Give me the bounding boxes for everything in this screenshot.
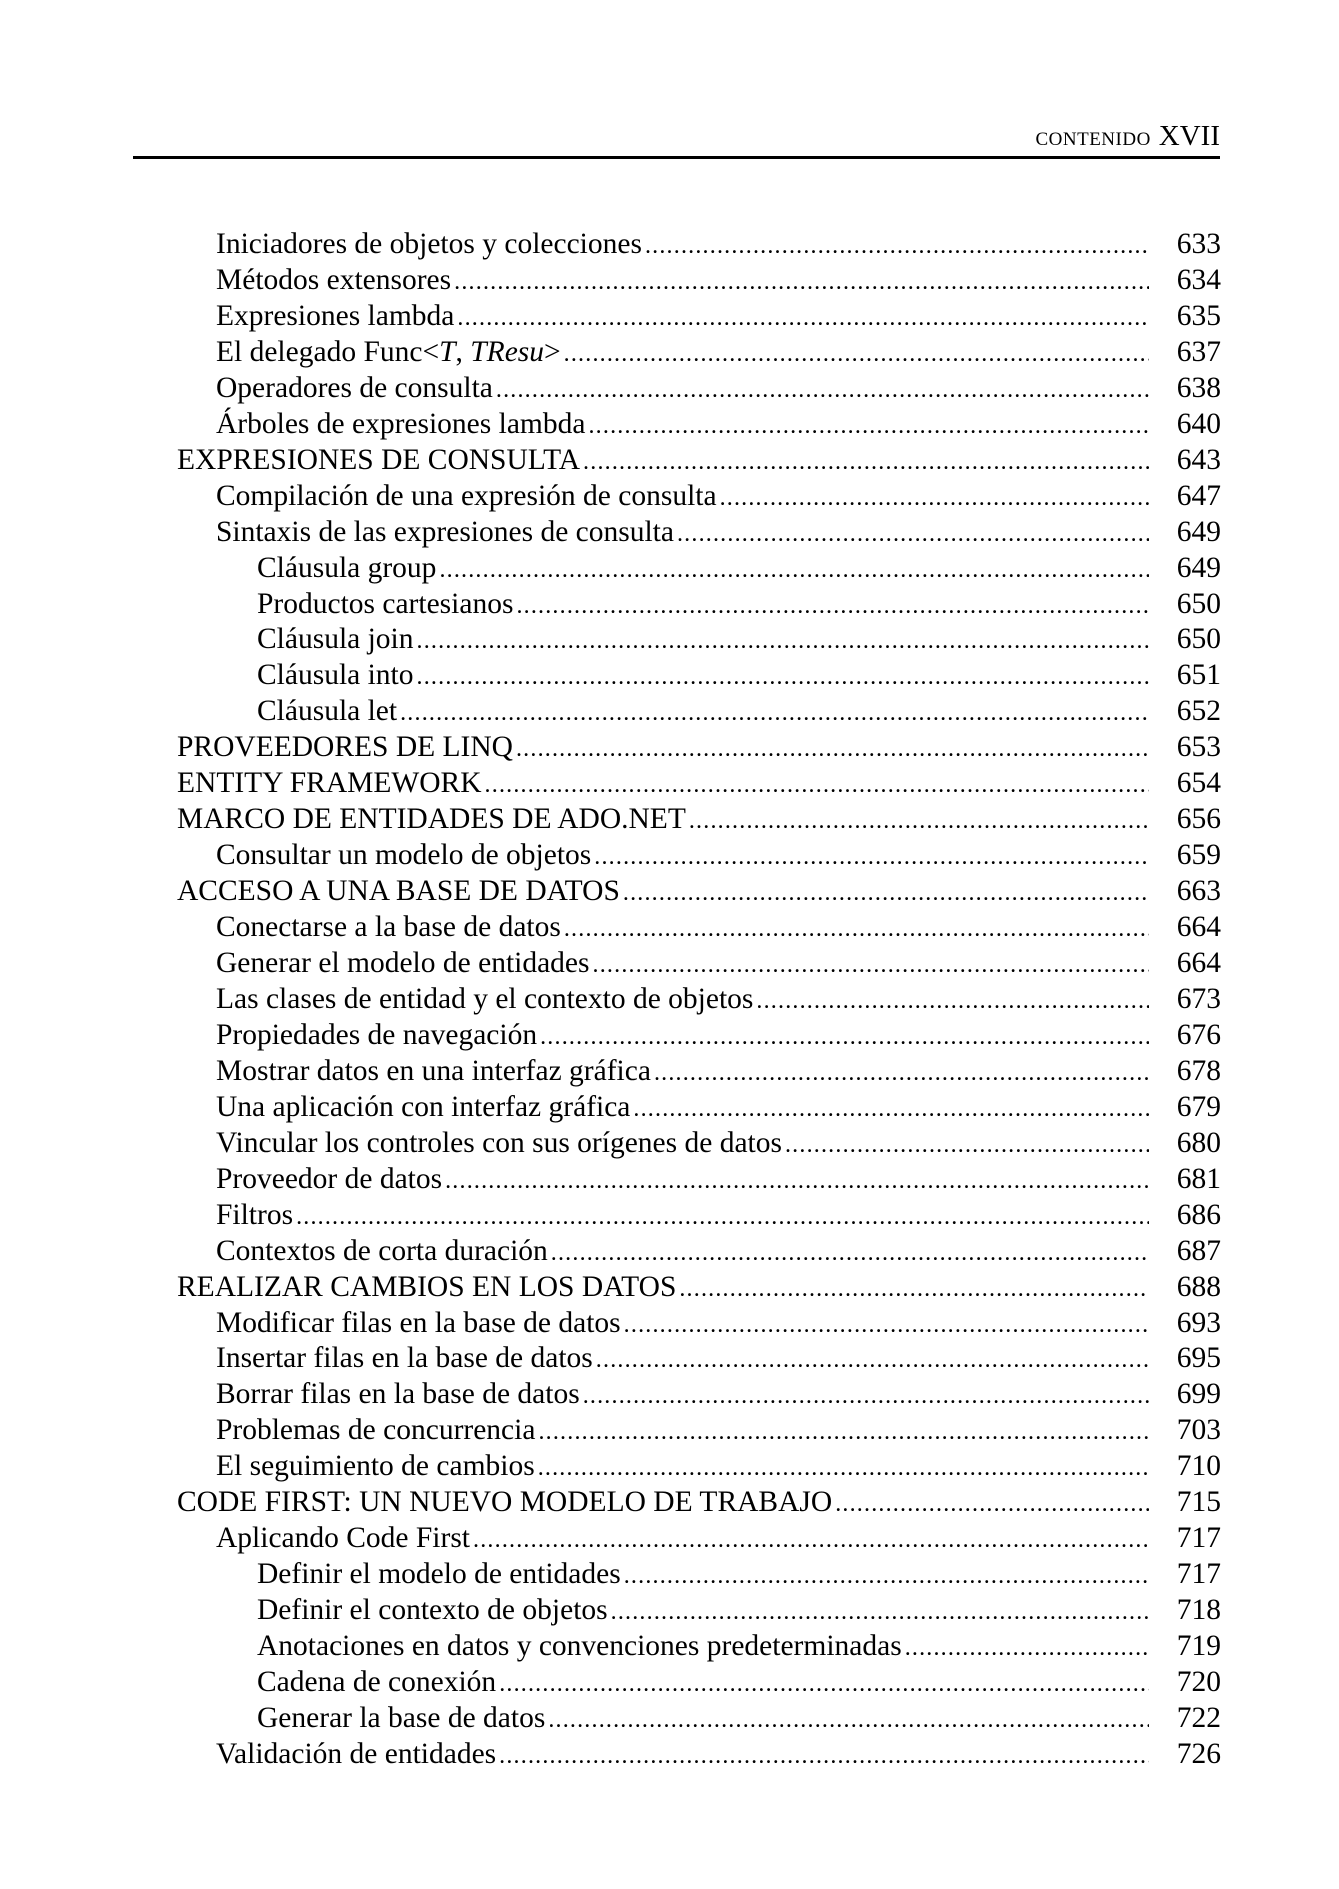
dot-leader [414,659,1149,695]
toc-entry-page: 717 [1176,1522,1221,1555]
toc-entry-title: Problemas de concurrencia [216,1414,536,1447]
toc-entry [216,478,1221,514]
dot-leader [414,623,1149,659]
toc-entry-title: Anotaciones en datos y convenciones predeterminadas [257,1630,902,1663]
toc-entry [216,1233,1221,1269]
toc-entry [257,1592,1221,1628]
toc-entry [216,1305,1221,1341]
toc-entry-title: El delegado Func<T, TResu> [216,335,561,368]
toc-entry [216,262,1221,298]
toc-entry-page: 693 [1176,1306,1221,1339]
toc-entry-page: 638 [1176,371,1221,404]
toc-entry-title: Mostrar datos en una interfaz gráfica [216,1054,651,1087]
dot-leader [642,228,1149,264]
toc-entry [216,1412,1221,1448]
toc-entry-page: 664 [1176,911,1221,944]
toc-entry-title: Proveedor de datos [216,1162,443,1195]
toc-entry [177,1269,1221,1305]
toc-entry [216,837,1221,873]
dot-leader [535,1414,1149,1450]
dot-leader [513,731,1149,767]
dot-leader [902,1630,1149,1666]
toc-entry-page: 663 [1176,875,1221,908]
dot-leader [442,1163,1149,1199]
toc-entry [177,873,1221,909]
toc-entry [216,1161,1221,1197]
dot-leader [545,1702,1149,1738]
dot-leader [753,983,1149,1019]
toc-entry-page: 650 [1176,587,1221,620]
toc-entry-title: Validación de entidades [216,1737,497,1770]
dot-leader [293,1199,1149,1235]
toc-entry-title: ENTITY FRAMEWORK [177,767,482,800]
dot-leader [580,1378,1149,1414]
toc-entry-title: Operadores de consulta [216,371,493,404]
toc-entry-page: 635 [1176,299,1221,332]
toc-entry-page: 681 [1176,1162,1221,1195]
toc-entry [216,945,1221,981]
toc-entry-page: 703 [1176,1414,1221,1447]
toc-entry-page: 722 [1176,1701,1221,1734]
toc-entry-page: 634 [1176,263,1221,296]
toc-entry [257,1700,1221,1736]
toc-entry-page: 656 [1176,803,1221,836]
running-header [133,120,1220,158]
dot-leader [591,839,1149,875]
toc-entry-title: Una aplicación con interfaz gráfica [216,1090,631,1123]
toc-entry-title: Vincular los controles con sus orígenes de datos [216,1126,782,1159]
toc-entry-page: 637 [1176,335,1221,368]
toc-entry [177,442,1221,478]
toc-entry-page: 688 [1176,1270,1221,1303]
toc-entry-page: 695 [1176,1342,1221,1375]
toc-entry-title: Sintaxis de las expresiones de consulta [216,515,674,548]
toc-entry-page: 718 [1176,1594,1221,1627]
dot-leader [686,803,1149,839]
toc-entry [216,1376,1221,1412]
toc-entry-title: Definir el modelo de entidades [257,1558,621,1591]
toc-entry-title: El seguimiento de cambios [216,1450,535,1483]
toc-entry-title: PROVEEDORES DE LINQ [177,731,513,764]
dot-leader [717,480,1149,516]
toc-entry [216,1520,1221,1556]
toc-entry [257,550,1221,586]
toc-entry-page: 678 [1176,1054,1221,1087]
toc-entry-page: 633 [1176,228,1221,260]
toc-entry [216,1089,1221,1125]
toc-entry [257,621,1221,657]
toc-entry [216,1053,1221,1089]
dot-leader [513,588,1149,624]
toc-entry [216,1197,1221,1233]
toc-entry-title: MARCO DE ENTIDADES DE ADO.NET [177,803,686,836]
toc-entry-title: Cláusula join [257,623,414,656]
dot-leader [470,1522,1149,1558]
toc-entry [257,586,1221,622]
toc-entry-title: Borrar filas en la base de datos [216,1378,580,1411]
toc-entry-title: Cadena de conexión [257,1666,497,1698]
toc-entry-title: Modificar filas en la base de datos [216,1306,621,1339]
toc-entry-page: 686 [1176,1198,1221,1231]
running-header-label: CONTENIDO [1035,129,1151,150]
toc-entry [216,298,1221,334]
toc-entry-title: Árboles de expresiones lambda [216,407,586,440]
dot-leader [590,947,1149,983]
toc-entry [216,1017,1221,1053]
toc-entry-title: ACCESO A UNA BASE DE DATOS [177,875,620,908]
dot-leader [676,1271,1149,1307]
dot-leader [561,911,1149,947]
dot-leader [454,300,1149,336]
toc-entry-title: REALIZAR CAMBIOS EN LOS DATOS [177,1270,677,1303]
toc-entry-page: 649 [1176,515,1221,548]
toc-entry-title: Cláusula let [257,695,398,728]
dot-leader [496,1666,1149,1702]
toc-entry [257,1664,1221,1700]
toc-entry-page: 715 [1176,1486,1221,1519]
toc-entry-title: Productos cartesianos [257,587,514,620]
toc-entry [257,1556,1221,1592]
page-number: XVII [1158,120,1220,152]
dot-leader [548,1235,1149,1271]
toc-entry-page: 652 [1176,695,1221,728]
toc-entry-title: Generar la base de datos [257,1701,546,1734]
toc-entry-page: 659 [1176,839,1221,872]
toc-entry [216,981,1221,1017]
dot-leader [436,552,1149,588]
toc-entry-page: 650 [1176,623,1221,656]
toc-entry-page: 680 [1176,1126,1221,1159]
toc-entry [216,370,1221,406]
toc-entry [216,909,1221,945]
toc-entry-title: Compilación de una expresión de consulta [216,479,717,512]
header-rule [133,156,1220,159]
toc-entry [216,406,1221,442]
toc-entry [257,693,1221,729]
toc-entry [216,334,1221,370]
toc-entry-page: 647 [1176,479,1221,512]
toc-entry-page: 654 [1176,767,1221,800]
toc-entry [257,657,1221,693]
dot-leader [608,1594,1149,1630]
toc-entry [257,1628,1221,1664]
toc-entry [216,1448,1221,1484]
toc-entry-title: CODE FIRST: UN NUEVO MODELO DE TRABAJO [177,1486,833,1519]
toc-entry-page: 719 [1176,1630,1221,1663]
dot-leader [397,695,1149,731]
toc-entry-page: 687 [1176,1234,1221,1267]
toc-entry-page: 643 [1176,443,1221,476]
running-header-text [1035,120,1220,153]
toc-entry-title: Métodos extensores [216,263,452,296]
dot-leader [482,767,1149,803]
toc-entry-title: Generar el modelo de entidades [216,947,590,979]
toc-entry [216,1736,1221,1772]
toc-entry-title: Contextos de corta duración [216,1234,548,1267]
dot-leader [782,1127,1149,1163]
toc-entry-page: 676 [1176,1018,1221,1051]
toc-entry-title: EXPRESIONES DE CONSULTA [177,443,581,476]
toc-entry-title: Definir el contexto de objetos [257,1594,608,1627]
toc-entry-title: Insertar filas en la base de datos [216,1342,593,1375]
toc-entry-title: Aplicando Code First [216,1522,471,1555]
toc-entry [216,514,1221,550]
dot-leader [451,264,1149,300]
dot-leader [593,1342,1149,1378]
toc-entry [216,1340,1221,1376]
toc-entry [177,729,1221,765]
toc-entry-title: Consultar un modelo de objetos [216,839,592,872]
toc-entry-title: Propiedades de navegación [216,1018,538,1051]
toc-entry-title: Cláusula into [257,659,414,692]
dot-leader [621,1307,1149,1343]
toc-entry-title: Las clases de entidad y el contexto de objetos [216,982,754,1015]
toc-entry [216,1125,1221,1161]
toc-entry-page: 640 [1176,407,1221,440]
dot-leader [580,444,1149,480]
toc-entry-title: Iniciadores de objetos y colecciones [216,228,642,260]
dot-leader [535,1450,1149,1486]
toc-entry-page: 699 [1176,1378,1221,1411]
dot-leader [585,408,1149,444]
toc-entry-page: 726 [1176,1737,1221,1770]
toc-entry [177,1484,1221,1520]
dot-leader [621,1558,1149,1594]
toc-entry-title: Filtros [216,1198,294,1231]
toc-entry-page: 679 [1176,1090,1221,1123]
toc-entry-page: 649 [1176,551,1221,584]
toc-entry-title: Conectarse a la base de datos [216,911,561,944]
toc-entry-page: 710 [1176,1450,1221,1483]
toc-entry-page: 717 [1176,1558,1221,1591]
toc-entry [177,765,1221,801]
dot-leader [651,1055,1149,1091]
dot-leader [832,1486,1149,1522]
dot-leader [630,1091,1149,1127]
toc-entry-title: Expresiones lambda [216,299,455,332]
toc-entry-title: Cláusula group [257,551,437,584]
toc-entry-page: 651 [1176,659,1221,692]
toc-entry [216,226,1221,262]
dot-leader [493,372,1149,408]
dot-leader [496,1738,1149,1774]
dot-leader [537,1019,1149,1055]
toc-entry-page: 653 [1176,731,1221,764]
toc-entry-page: 720 [1176,1666,1221,1698]
dot-leader [674,516,1149,552]
toc-entry [177,801,1221,837]
toc-entry-page: 664 [1176,947,1221,979]
dot-leader [620,875,1149,911]
dot-leader [561,336,1149,372]
toc-entry-page: 673 [1176,982,1221,1015]
